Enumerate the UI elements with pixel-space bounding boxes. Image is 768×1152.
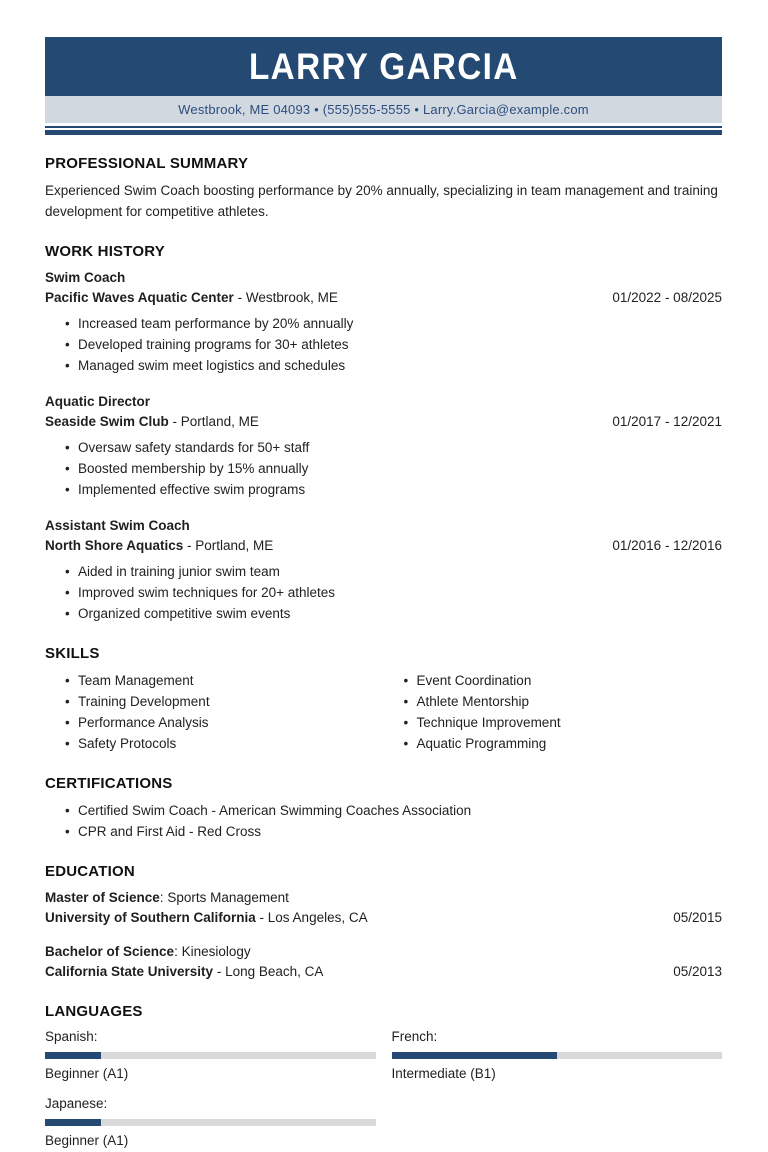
skill-item: • Training Development bbox=[45, 691, 384, 712]
dash-separator: - bbox=[213, 964, 226, 979]
job-bullet: • Organized competitive swim events bbox=[45, 603, 722, 624]
language-entry bbox=[45, 1028, 376, 1083]
school-row bbox=[45, 908, 722, 928]
candidate-name: LARRY GARCIA bbox=[248, 45, 519, 87]
school-location: Los Angeles, CA bbox=[267, 910, 368, 925]
contact-bar bbox=[45, 96, 722, 123]
job-company-line bbox=[45, 288, 338, 308]
job-location: Portland, ME bbox=[195, 538, 274, 553]
school-line bbox=[45, 908, 368, 928]
language-level: Intermediate (B1) bbox=[391, 1066, 496, 1081]
language-progress-fill bbox=[45, 1052, 101, 1059]
skills-heading: SKILLS bbox=[45, 645, 100, 662]
skills-column-left bbox=[45, 670, 384, 754]
skill-item: • Technique Improvement bbox=[384, 712, 723, 733]
job-entry bbox=[45, 268, 722, 376]
name-banner bbox=[45, 37, 722, 96]
education-entry bbox=[45, 942, 722, 982]
dash-separator: - bbox=[233, 290, 246, 305]
skills-grid bbox=[45, 670, 722, 754]
section-certifications bbox=[45, 775, 722, 842]
certification-item: • CPR and First Aid - Red Cross bbox=[45, 821, 722, 842]
certification-list bbox=[45, 800, 722, 842]
education-date: 05/2015 bbox=[673, 910, 722, 925]
summary-heading: PROFESSIONAL SUMMARY bbox=[45, 155, 249, 172]
language-entry bbox=[392, 1028, 723, 1083]
language-name: Japanese: bbox=[45, 1096, 108, 1111]
language-progress-track bbox=[45, 1052, 376, 1059]
school-row bbox=[45, 962, 722, 982]
skill-item: • Aquatic Programming bbox=[384, 733, 723, 754]
language-progress-fill bbox=[45, 1119, 101, 1126]
languages-heading: LANGUAGES bbox=[45, 1003, 143, 1020]
education-heading: EDUCATION bbox=[45, 863, 135, 880]
school-location: Long Beach, CA bbox=[225, 964, 324, 979]
company-name: North Shore Aquatics bbox=[45, 538, 184, 553]
job-company-line bbox=[45, 412, 259, 432]
degree-field: Sports Management bbox=[167, 890, 289, 905]
language-level: Beginner (A1) bbox=[45, 1133, 129, 1148]
company-name: Pacific Waves Aquatic Center bbox=[45, 290, 234, 305]
degree-name: Bachelor of Science bbox=[45, 944, 175, 959]
skill-item: • Team Management bbox=[45, 670, 384, 691]
section-work-history bbox=[45, 243, 722, 624]
job-bullet: • Developed training programs for 30+ athletes bbox=[45, 334, 722, 355]
degree-line bbox=[45, 942, 722, 962]
job-bullet: • Implemented effective swim programs bbox=[45, 479, 722, 500]
job-company-row bbox=[45, 536, 722, 556]
section-languages bbox=[45, 1003, 722, 1150]
job-bullet: • Oversaw safety standards for 50+ staff bbox=[45, 437, 722, 458]
skill-item: • Event Coordination bbox=[384, 670, 723, 691]
certifications-heading: CERTIFICATIONS bbox=[45, 775, 173, 792]
job-bullet: • Improved swim techniques for 20+ athletes bbox=[45, 582, 722, 603]
degree-field: Kinesiology bbox=[181, 944, 251, 959]
job-title: Aquatic Director bbox=[45, 394, 151, 409]
summary-text: Experienced Swim Coach boosting performance by 20% annually, specializing in team management and training development for competitive athletes. bbox=[45, 183, 718, 219]
job-dates: 01/2022 - 08/2025 bbox=[612, 290, 722, 305]
colon-separator: : bbox=[159, 890, 168, 905]
work-history-heading: WORK HISTORY bbox=[45, 243, 165, 260]
job-bullet: • Managed swim meet logistics and schedules bbox=[45, 355, 722, 376]
school-name: University of Southern California bbox=[45, 910, 256, 925]
job-dates: 01/2016 - 12/2016 bbox=[612, 538, 722, 553]
colon-separator: : bbox=[174, 944, 182, 959]
job-title: Swim Coach bbox=[45, 270, 126, 285]
skill-item: • Athlete Mentorship bbox=[384, 691, 723, 712]
dash-separator: - bbox=[168, 414, 181, 429]
job-bullet: • Aided in training junior swim team bbox=[45, 561, 722, 582]
dash-separator: - bbox=[255, 910, 268, 925]
job-company-row bbox=[45, 288, 722, 308]
language-name: Spanish: bbox=[45, 1029, 98, 1044]
degree-line bbox=[45, 888, 722, 908]
divider-thin bbox=[45, 126, 722, 128]
language-name: French: bbox=[391, 1029, 438, 1044]
language-progress-fill bbox=[392, 1052, 557, 1059]
education-entry bbox=[45, 888, 722, 928]
job-company-line bbox=[45, 536, 273, 556]
job-bullet-list bbox=[45, 561, 722, 624]
job-title: Assistant Swim Coach bbox=[45, 518, 190, 533]
school-line bbox=[45, 962, 323, 982]
resume-header bbox=[45, 37, 722, 135]
job-entry bbox=[45, 516, 722, 624]
dash-separator: - bbox=[183, 538, 196, 553]
divider-thick bbox=[45, 130, 722, 135]
section-skills bbox=[45, 645, 722, 754]
skill-item: • Performance Analysis bbox=[45, 712, 384, 733]
language-entry bbox=[45, 1095, 376, 1150]
company-name: Seaside Swim Club bbox=[45, 414, 169, 429]
section-education bbox=[45, 863, 722, 982]
job-location: Portland, ME bbox=[180, 414, 259, 429]
job-location: Westbrook, ME bbox=[245, 290, 338, 305]
skills-column-right bbox=[384, 670, 723, 754]
language-progress-track bbox=[392, 1052, 723, 1059]
contact-line: Westbrook, ME 04093 • (555)555-5555 • Larry.Garcia@example.com bbox=[178, 102, 589, 117]
job-dates: 01/2017 - 12/2021 bbox=[612, 414, 722, 429]
job-bullet: • Boosted membership by 15% annually bbox=[45, 458, 722, 479]
language-progress-track bbox=[45, 1119, 376, 1126]
certification-item: • Certified Swim Coach - American Swimming Coaches Association bbox=[45, 800, 722, 821]
education-date: 05/2013 bbox=[673, 964, 722, 979]
language-level: Beginner (A1) bbox=[45, 1066, 129, 1081]
job-entry bbox=[45, 392, 722, 500]
job-bullet: • Increased team performance by 20% annually bbox=[45, 313, 722, 334]
section-professional-summary bbox=[45, 155, 722, 222]
languages-grid bbox=[45, 1028, 722, 1150]
degree-name: Master of Science bbox=[45, 890, 160, 905]
job-bullet-list bbox=[45, 313, 722, 376]
school-name: California State University bbox=[45, 964, 214, 979]
skill-item: • Safety Protocols bbox=[45, 733, 384, 754]
job-bullet-list bbox=[45, 437, 722, 500]
job-company-row bbox=[45, 412, 722, 432]
